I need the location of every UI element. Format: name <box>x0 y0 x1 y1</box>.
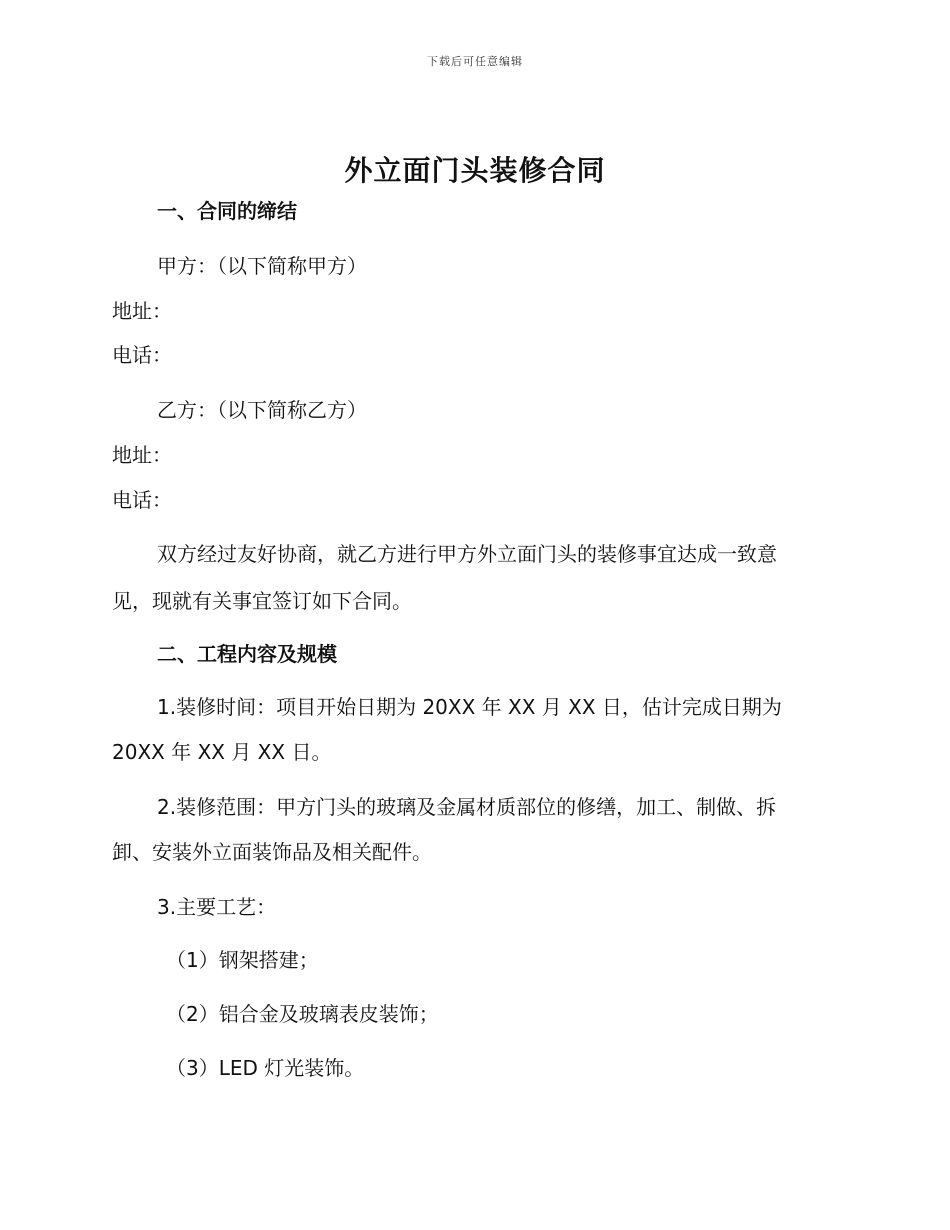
party-b-phone: 电话： <box>112 488 172 512</box>
party-a-phone: 电话： <box>112 343 172 367</box>
craft-item-1: （1）钢架搭建； <box>166 948 319 972</box>
party-a-address: 地址： <box>112 299 172 323</box>
item-2-line-2: 卸、安装外立面装饰品及相关配件。 <box>112 840 432 864</box>
party-b-line: 乙方：（以下简称乙方） <box>157 398 367 422</box>
section-heading-project-scope: 二、工程内容及规模 <box>157 642 337 666</box>
item-1-line-2: 20XX 年 XX 月 XX 日。 <box>112 740 332 764</box>
craft-item-3: （3）LED 灯光装饰。 <box>166 1056 365 1080</box>
item-2-line-1: 2.装修范围：甲方门头的玻璃及金属材质部位的修缮，加工、制做、拆 <box>157 795 777 819</box>
section-heading-contract-formation: 一、合同的缔结 <box>157 199 297 223</box>
intro-paragraph-line-2: 见，现就有关事宜签订如下合同。 <box>112 589 412 613</box>
document-title: 外立面门头装修合同 <box>344 154 606 187</box>
craft-item-2: （2）铝合金及玻璃表皮装饰； <box>166 1002 439 1026</box>
page-header-note: 下载后可任意编辑 <box>427 55 523 68</box>
item-1-line-1: 1.装修时间：项目开始日期为 20XX 年 XX 月 XX 日，估计完成日期为 <box>157 695 782 719</box>
intro-paragraph-line-1: 双方经过友好协商，就乙方进行甲方外立面门头的装修事宜达成一致意 <box>157 542 777 566</box>
party-b-address: 地址： <box>112 443 172 467</box>
item-3-heading: 3.主要工艺： <box>157 895 277 919</box>
party-a-line: 甲方：（以下简称甲方） <box>157 254 367 278</box>
